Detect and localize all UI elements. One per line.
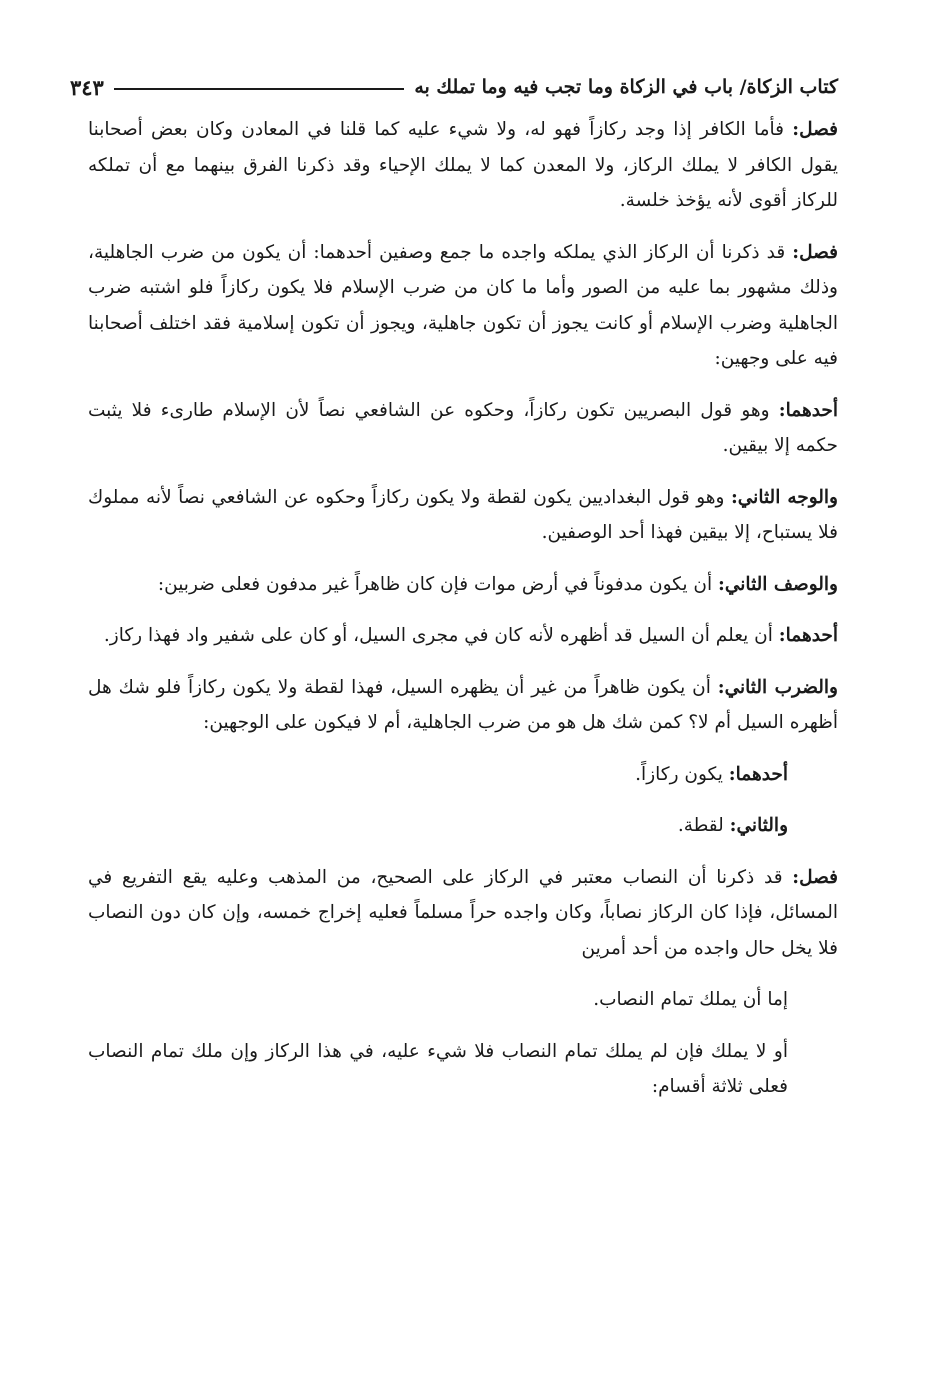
paragraph — [88, 393, 838, 464]
header-rule — [114, 88, 405, 90]
paragraph — [88, 567, 838, 603]
paragraph-lead: أحدهما: — [728, 763, 788, 785]
paragraph — [88, 982, 838, 1018]
paragraph-text: قد ذكرنا أن الركاز الذي يملكه واجده ما جمع وصفين أحدهما: أن يكون من ضرب الجاهلية، وذلك مشهور بما عليه من الصور وأما ما كان من ضرب الإسلام فلا يكون ركازاً فلو اشتبه ضرب الجاهلية وضرب الإسلام أو كانت يجوز أن تكون جاهلية، ويجوز أن تكون إسلامية فقد اختلف أصحابنا فيه على وجهين: — [88, 241, 838, 369]
paragraph-lead: والوصف الثاني: — [718, 573, 838, 595]
paragraph-lead: فصل: — [792, 119, 838, 140]
paragraph-lead: والثاني: — [729, 815, 788, 836]
paragraph-text: لقطة. — [677, 815, 730, 836]
paragraph-lead: والوجه الثاني: — [730, 486, 838, 508]
page-number: ٣٤٣ — [70, 74, 104, 100]
running-header — [70, 68, 838, 106]
paragraph — [88, 618, 838, 654]
header-title: كتاب الزكاة/ باب في الزكاة وما تجب فيه وما تملك به — [414, 76, 838, 98]
paragraph — [88, 235, 838, 377]
paragraph-lead: فصل: — [792, 866, 838, 888]
paragraph-lead: والضرب الثاني: — [717, 676, 838, 698]
paragraph-text: أن يكون ظاهراً من غير أن يظهره السيل، فهذا لقطة ولا يكون ركازاً فلو شك هل أظهره السيل أم لا؟ كمن شك هل هو من ضرب الجاهلية، أم لا فيكون على الوجهين: — [88, 676, 838, 733]
paragraph-lead: أحدهما: — [778, 625, 838, 646]
paragraph-text: قد ذكرنا أن النصاب معتبر في الركاز على الصحيح، من المذهب وعليه يقع التفريع في المسائل، فإذا كان الركاز نصاباً، وكان واجده حراً مسلماً فعليه إخراج خمسه، وإن كان دون النصاب فلا يخل حال واجده من أحد أمرين — [88, 866, 838, 959]
paragraph-text: يكون ركازاً. — [635, 763, 729, 785]
paragraph-text: إما أن يملك تمام النصاب. — [593, 989, 788, 1010]
paragraph — [88, 757, 838, 793]
paragraph-text: أو لا يملك فإن لم يملك تمام النصاب فلا شيء عليه، في هذا الركاز وإن ملك تمام النصاب فعلى ثلاثة أقسام: — [88, 1040, 788, 1097]
paragraph — [88, 480, 838, 551]
paragraph-lead: فصل: — [792, 241, 838, 263]
paragraph — [88, 808, 838, 844]
paragraph — [88, 1034, 838, 1105]
paragraph — [88, 860, 838, 967]
paragraph-text: وهو قول البغداديين يكون لقطة ولا يكون ركازاً وحكوه عن الشافعي نصاً لأنه مملوك فلا يستباح، إلا بيقين فهذا أحد الوصفين. — [88, 486, 838, 543]
paragraph-text: أن يعلم أن السيل قد أظهره لأنه كان في مجرى السيل، أو كان على شفير واد فهذا ركاز. — [103, 625, 779, 646]
paragraph-text: أن يكون مدفوناً في أرض موات فإن كان ظاهراً غير مدفون فعلى ضربين: — [157, 573, 719, 595]
paragraph — [88, 670, 838, 741]
page-body — [88, 112, 838, 1121]
paragraph-lead: أحدهما: — [778, 399, 838, 421]
paragraph-text: فأما الكافر إذا وجد ركازاً فهو له، ولا شيء عليه كما قلنا في المعادن وكان بعض أصحابنا يقول الكافر لا يملك الركاز، ولا المعدن كما لا يملك الإحياء وقد ذكرنا الفرق بينهما مع أن تملكه للركاز أقوى لأنه يؤخذ خلسة. — [88, 119, 838, 211]
paragraph — [88, 112, 838, 219]
paragraph-text: وهو قول البصريين تكون ركازاً، وحكوه عن الشافعي نصاً لأن الإسلام طارىء فلا يثبت حكمه إلا بيقين. — [88, 399, 838, 456]
